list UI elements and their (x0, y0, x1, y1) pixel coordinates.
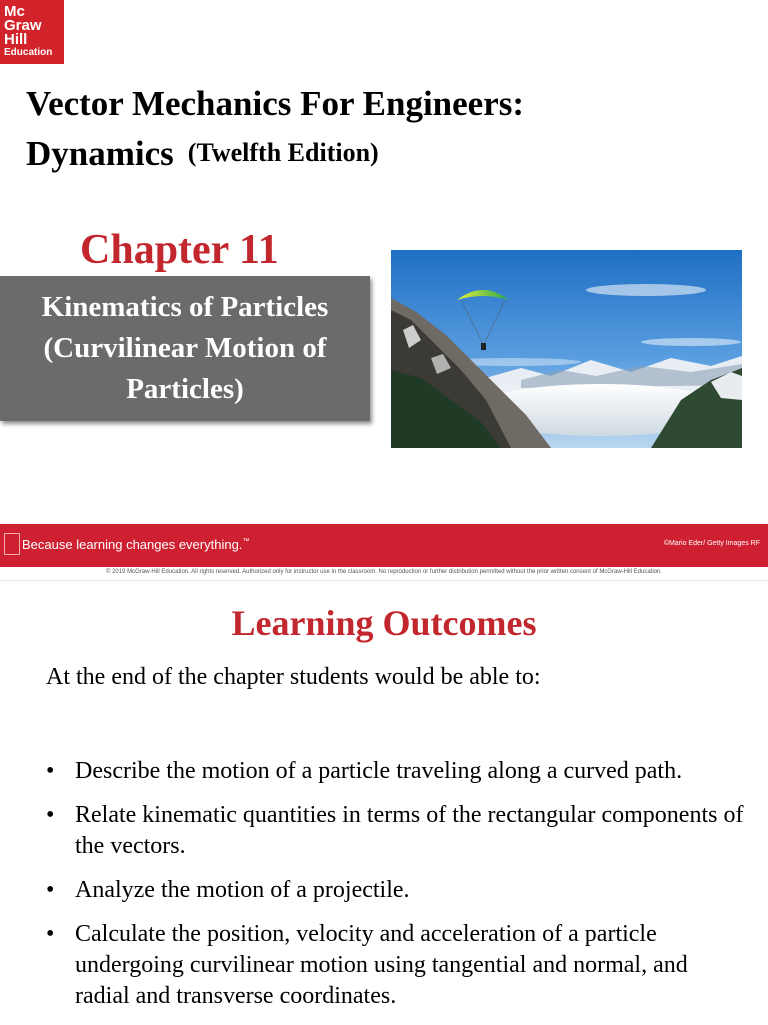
learning-outcomes-intro: At the end of the chapter students would be able to: (46, 664, 541, 690)
brand-mark-icon (4, 533, 20, 555)
bullet-icon: • (46, 877, 55, 903)
book-title: Vector Mechanics For Engineers: (26, 84, 525, 123)
subtitle-dynamics: Dynamics (26, 134, 174, 173)
copyright-notice: © 2019 McGraw-Hill Education. All rights reserved. Authorized only for instructor use in the classroom. No reproduction or further distribution permitted without the prior written consent of McGraw-Hill Education. (106, 569, 662, 575)
chapter-heading: Chapter 11 (80, 227, 279, 273)
outcome-item: • Relate kinematic quantities in terms of the rectangular components of the vectors. (46, 802, 744, 859)
slide-divider (0, 580, 768, 581)
tagline: Because learning changes everything.™ (22, 537, 250, 552)
edition-label: (Twelfth Edition) (187, 138, 379, 167)
outcome-item: • Describe the motion of a particle traveling along a curved path. (46, 756, 746, 787)
bullet-icon: • (46, 921, 55, 947)
photo-credit: ©Mario Eder/ Getty Images RF (663, 540, 760, 547)
topic-line-2: (Curvilinear Motion of (43, 332, 327, 364)
learning-outcomes-list (46, 756, 746, 1025)
bullet-icon: • (46, 758, 55, 784)
topic-line-1: Kinematics of Particles (41, 291, 329, 323)
brand-banner (0, 524, 768, 567)
mcgraw-hill-logo: Mc Graw Hill Education (0, 0, 64, 64)
outcome-item: • Analyze the motion of a projectile. (46, 875, 746, 906)
chapter-topic-box (0, 276, 370, 421)
paraglider-photo (391, 250, 742, 448)
bullet-icon: • (46, 802, 55, 828)
topic-line-3: Particles) (126, 373, 244, 405)
outcome-item: • Calculate the position, velocity and acceleration of a particle undergoing curvilinear motion using tangential and normal, and radial and transverse coordinates. (46, 921, 688, 1009)
book-subtitle (26, 134, 379, 174)
learning-outcomes-title: Learning Outcomes (231, 603, 537, 643)
